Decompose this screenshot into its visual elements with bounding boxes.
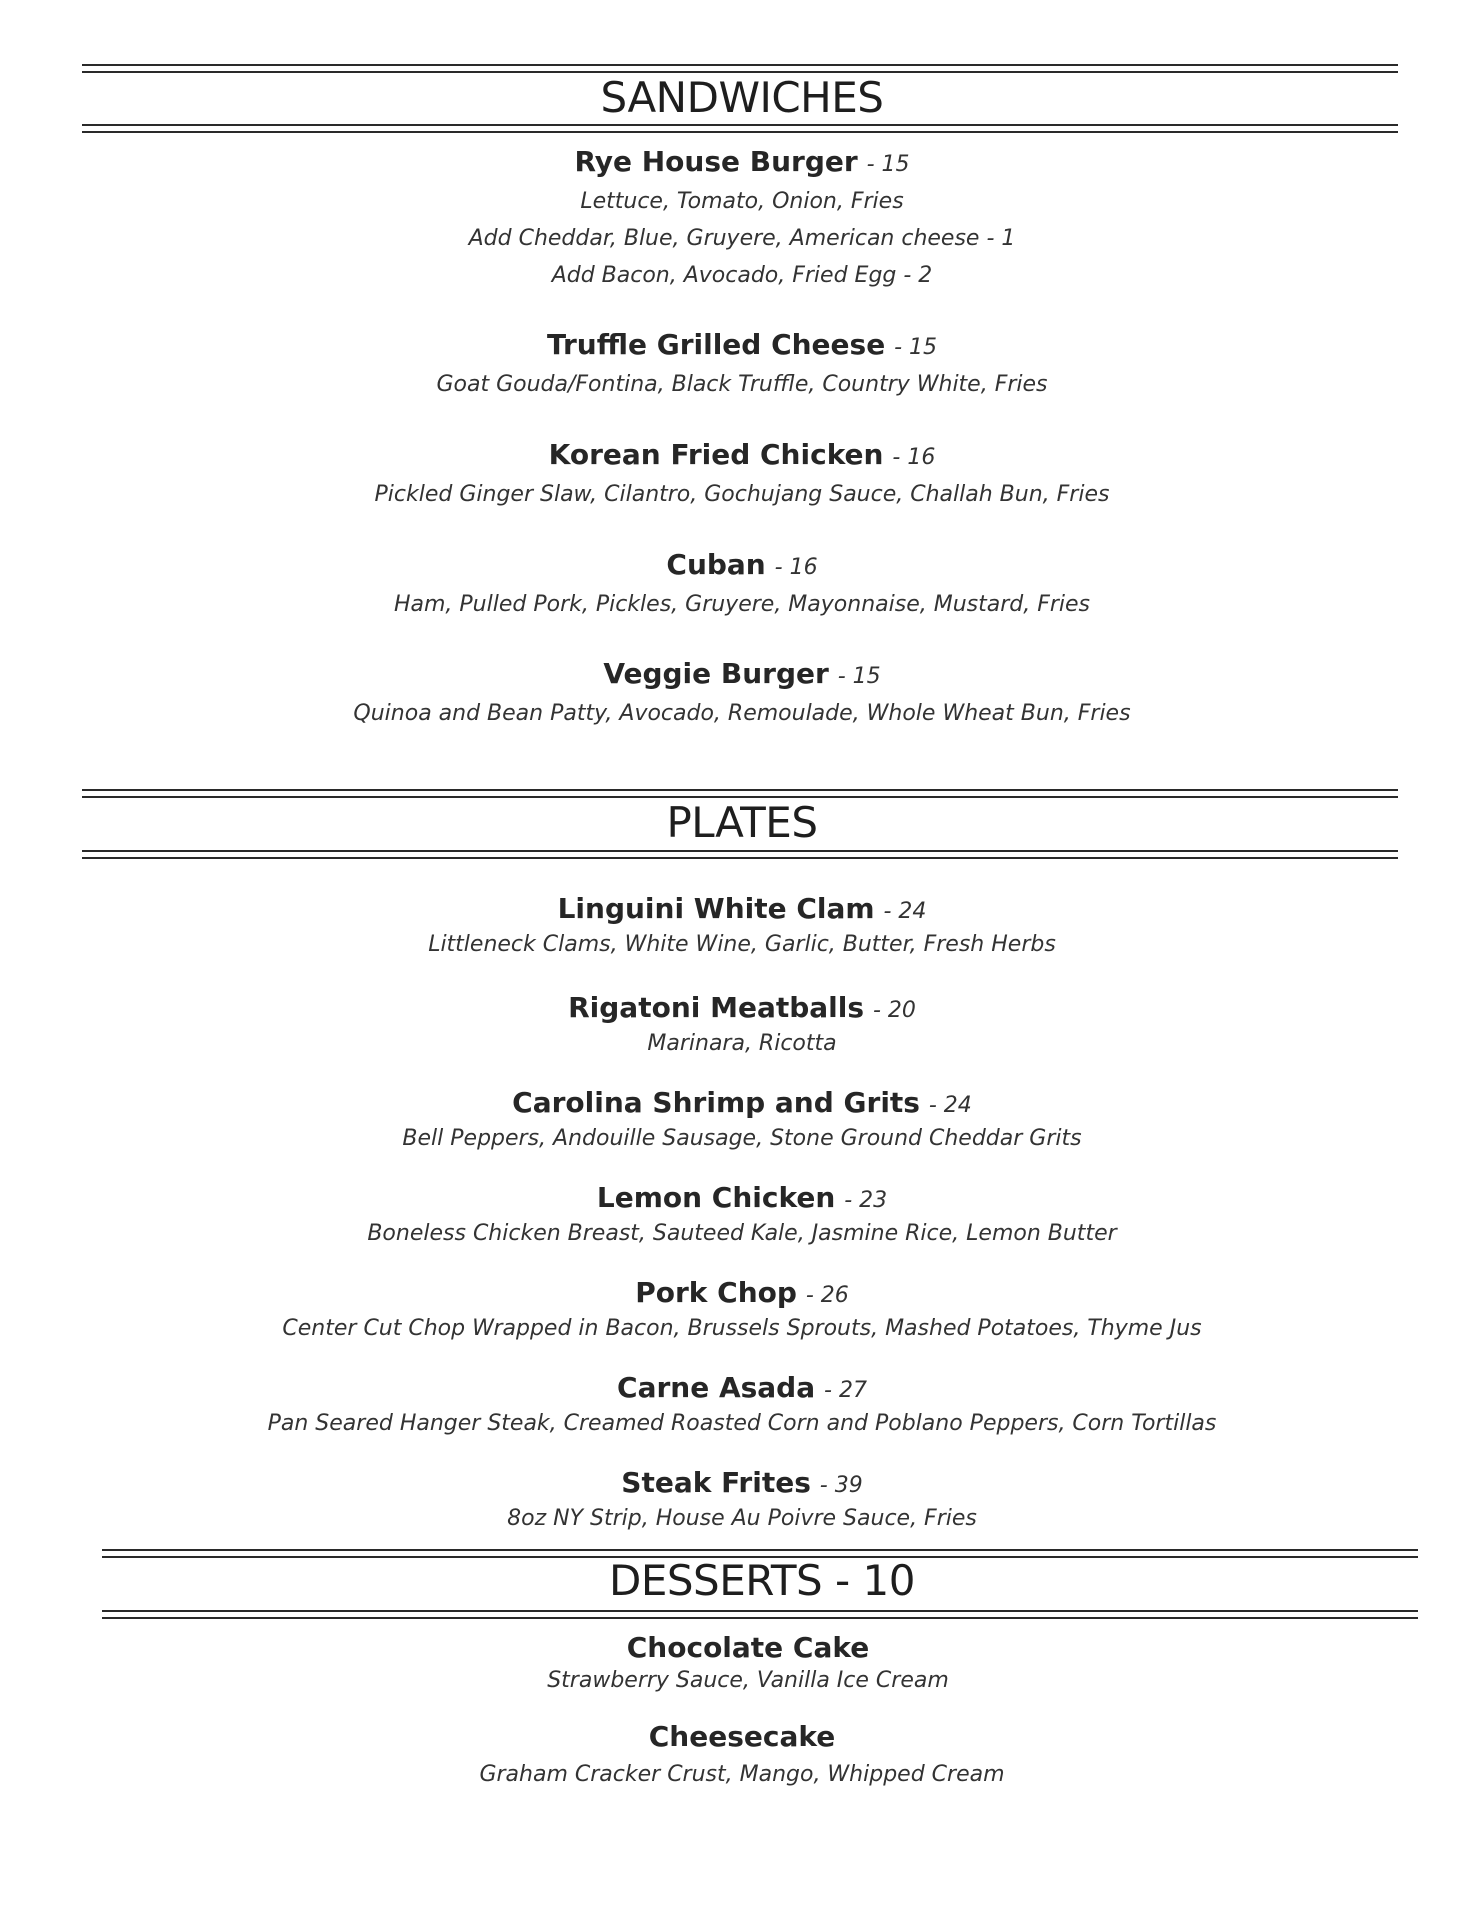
section-title-plates: PLATES: [666, 798, 818, 847]
item-name: Chocolate Cake: [626, 1631, 870, 1664]
item-price: - 15: [866, 152, 910, 177]
item-description: Center Cut Chop Wrapped in Bacon, Brussels Sprouts, Mashed Potatoes, Thyme Jus: [282, 1316, 1202, 1341]
item-price: - 15: [837, 664, 881, 689]
item-name: Veggie Burger: [603, 657, 829, 690]
item-price: - 39: [819, 1473, 863, 1498]
item-price: - 16: [892, 445, 936, 470]
item-name: Rye House Burger: [574, 145, 858, 178]
item-description: Add Cheddar, Blue, Gruyere, American cheese - 1: [468, 226, 1016, 251]
item-name: Korean Fried Chicken: [548, 438, 884, 471]
section-rule-top: [82, 64, 1398, 73]
section-title-desserts: DESSERTS - 10: [609, 1556, 915, 1605]
item-price: - 24: [883, 899, 927, 924]
item-price: - 24: [928, 1093, 972, 1118]
item-price: - 26: [805, 1283, 849, 1308]
section-rule-bottom: [82, 850, 1398, 859]
item-description: Pan Seared Hanger Steak, Creamed Roasted Corn and Poblano Peppers, Corn Tortillas: [267, 1411, 1217, 1436]
menu-item: [0, 1085, 1484, 1154]
menu-item: [0, 1465, 1484, 1534]
item-description: Goat Gouda/Fontina, Black Truffle, Country White, Fries: [436, 372, 1048, 397]
section-rule-bottom: [82, 124, 1398, 133]
menu-item: [0, 1719, 1484, 1795]
menu-item: [6, 1630, 1484, 1696]
item-description: Ham, Pulled Pork, Pickles, Gruyere, Mayonnaise, Mustard, Fries: [393, 592, 1091, 617]
item-price: - 23: [844, 1188, 888, 1213]
item-price: - 20: [872, 998, 916, 1023]
menu-item: [0, 1180, 1484, 1249]
item-description: Lettuce, Tomato, Onion, Fries: [580, 189, 904, 214]
item-description: Marinara, Ricotta: [647, 1031, 837, 1056]
item-name: Cuban: [666, 548, 766, 581]
menu-item: [0, 990, 1484, 1059]
menu-item: [0, 656, 1484, 732]
menu-item: [0, 1370, 1484, 1439]
item-description: Bell Peppers, Andouille Sausage, Stone Ground Cheddar Grits: [402, 1126, 1082, 1151]
menu-item: [0, 891, 1484, 960]
item-description: 8oz NY Strip, House Au Poivre Sauce, Fries: [507, 1506, 977, 1531]
item-name: Linguini White Clam: [557, 892, 875, 925]
item-name: Carolina Shrimp and Grits: [512, 1086, 920, 1119]
section-rule-bottom: [102, 1610, 1418, 1619]
item-description: Add Bacon, Avocado, Fried Egg - 2: [551, 263, 933, 288]
menu-item: [0, 437, 1484, 513]
item-description: Graham Cracker Crust, Mango, Whipped Cream: [479, 1762, 1005, 1787]
item-description: Quinoa and Bean Patty, Avocado, Remoulade, Whole Wheat Bun, Fries: [353, 701, 1131, 726]
item-name: Carne Asada: [617, 1371, 816, 1404]
item-name: Steak Frites: [621, 1466, 811, 1499]
menu-item: [0, 327, 1484, 403]
item-price: - 16: [774, 555, 818, 580]
section-rule-top: [82, 789, 1398, 798]
item-name: Cheesecake: [648, 1720, 836, 1753]
menu-item: [0, 1275, 1484, 1344]
item-name: Lemon Chicken: [596, 1181, 836, 1214]
menu-item: [0, 144, 1484, 294]
item-description: Pickled Ginger Slaw, Cilantro, Gochujang Sauce, Challah Bun, Fries: [374, 482, 1110, 507]
item-price: - 15: [894, 335, 938, 360]
item-description: Strawberry Sauce, Vanilla Ice Cream: [547, 1668, 949, 1693]
item-name: Rigatoni Meatballs: [568, 991, 865, 1024]
section-title-sandwiches: SANDWICHES: [600, 73, 884, 122]
item-name: Pork Chop: [635, 1276, 797, 1309]
item-description: Littleneck Clams, White Wine, Garlic, Butter, Fresh Herbs: [428, 932, 1056, 957]
menu-item: [0, 547, 1484, 623]
item-description: Boneless Chicken Breast, Sauteed Kale, Jasmine Rice, Lemon Butter: [367, 1221, 1117, 1246]
item-name: Truffle Grilled Cheese: [546, 328, 886, 361]
item-price: - 27: [824, 1378, 867, 1403]
